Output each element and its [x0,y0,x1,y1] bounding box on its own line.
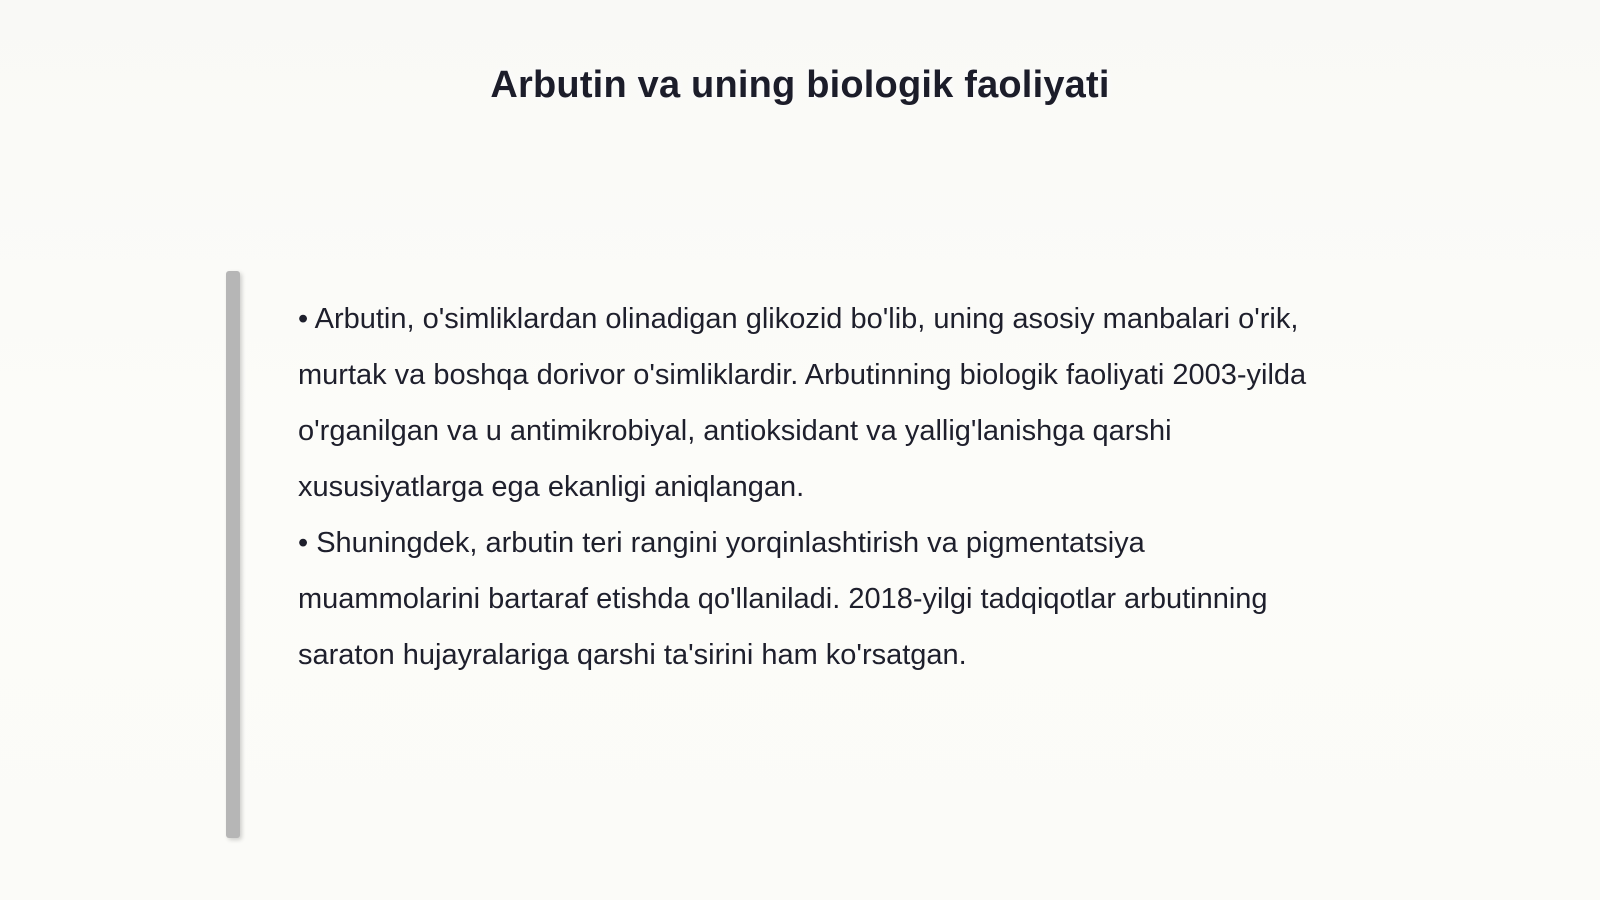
accent-bar [226,271,240,838]
bullet-paragraph-1: • Arbutin, o'simliklardan olinadigan glikozid bo'lib, uning asosiy manbalari o'rik, murtak va boshqa dorivor o'simliklardir. Arbutinning biologik faoliyati 2003-yilda o'rganilgan va u antimikrobiyal, antioksidant va yallig'lanishga qarshi xususiyatlarga ega ekanligi aniqlangan. [298,303,1307,503]
slide-title: Arbutin va uning biologik faoliyati [490,64,1110,106]
bullet-paragraph-2: • Shuningdek, arbutin teri rangini yorqinlashtirish va pigmentatsiya muammolarini bartaraf etishda qo'llaniladi. 2018-yilgi tadqiqotlar arbutinning saraton hujayralariga qarshi ta'sirini ham ko'rsatgan. [298,527,1268,671]
slide-body [298,291,1308,683]
